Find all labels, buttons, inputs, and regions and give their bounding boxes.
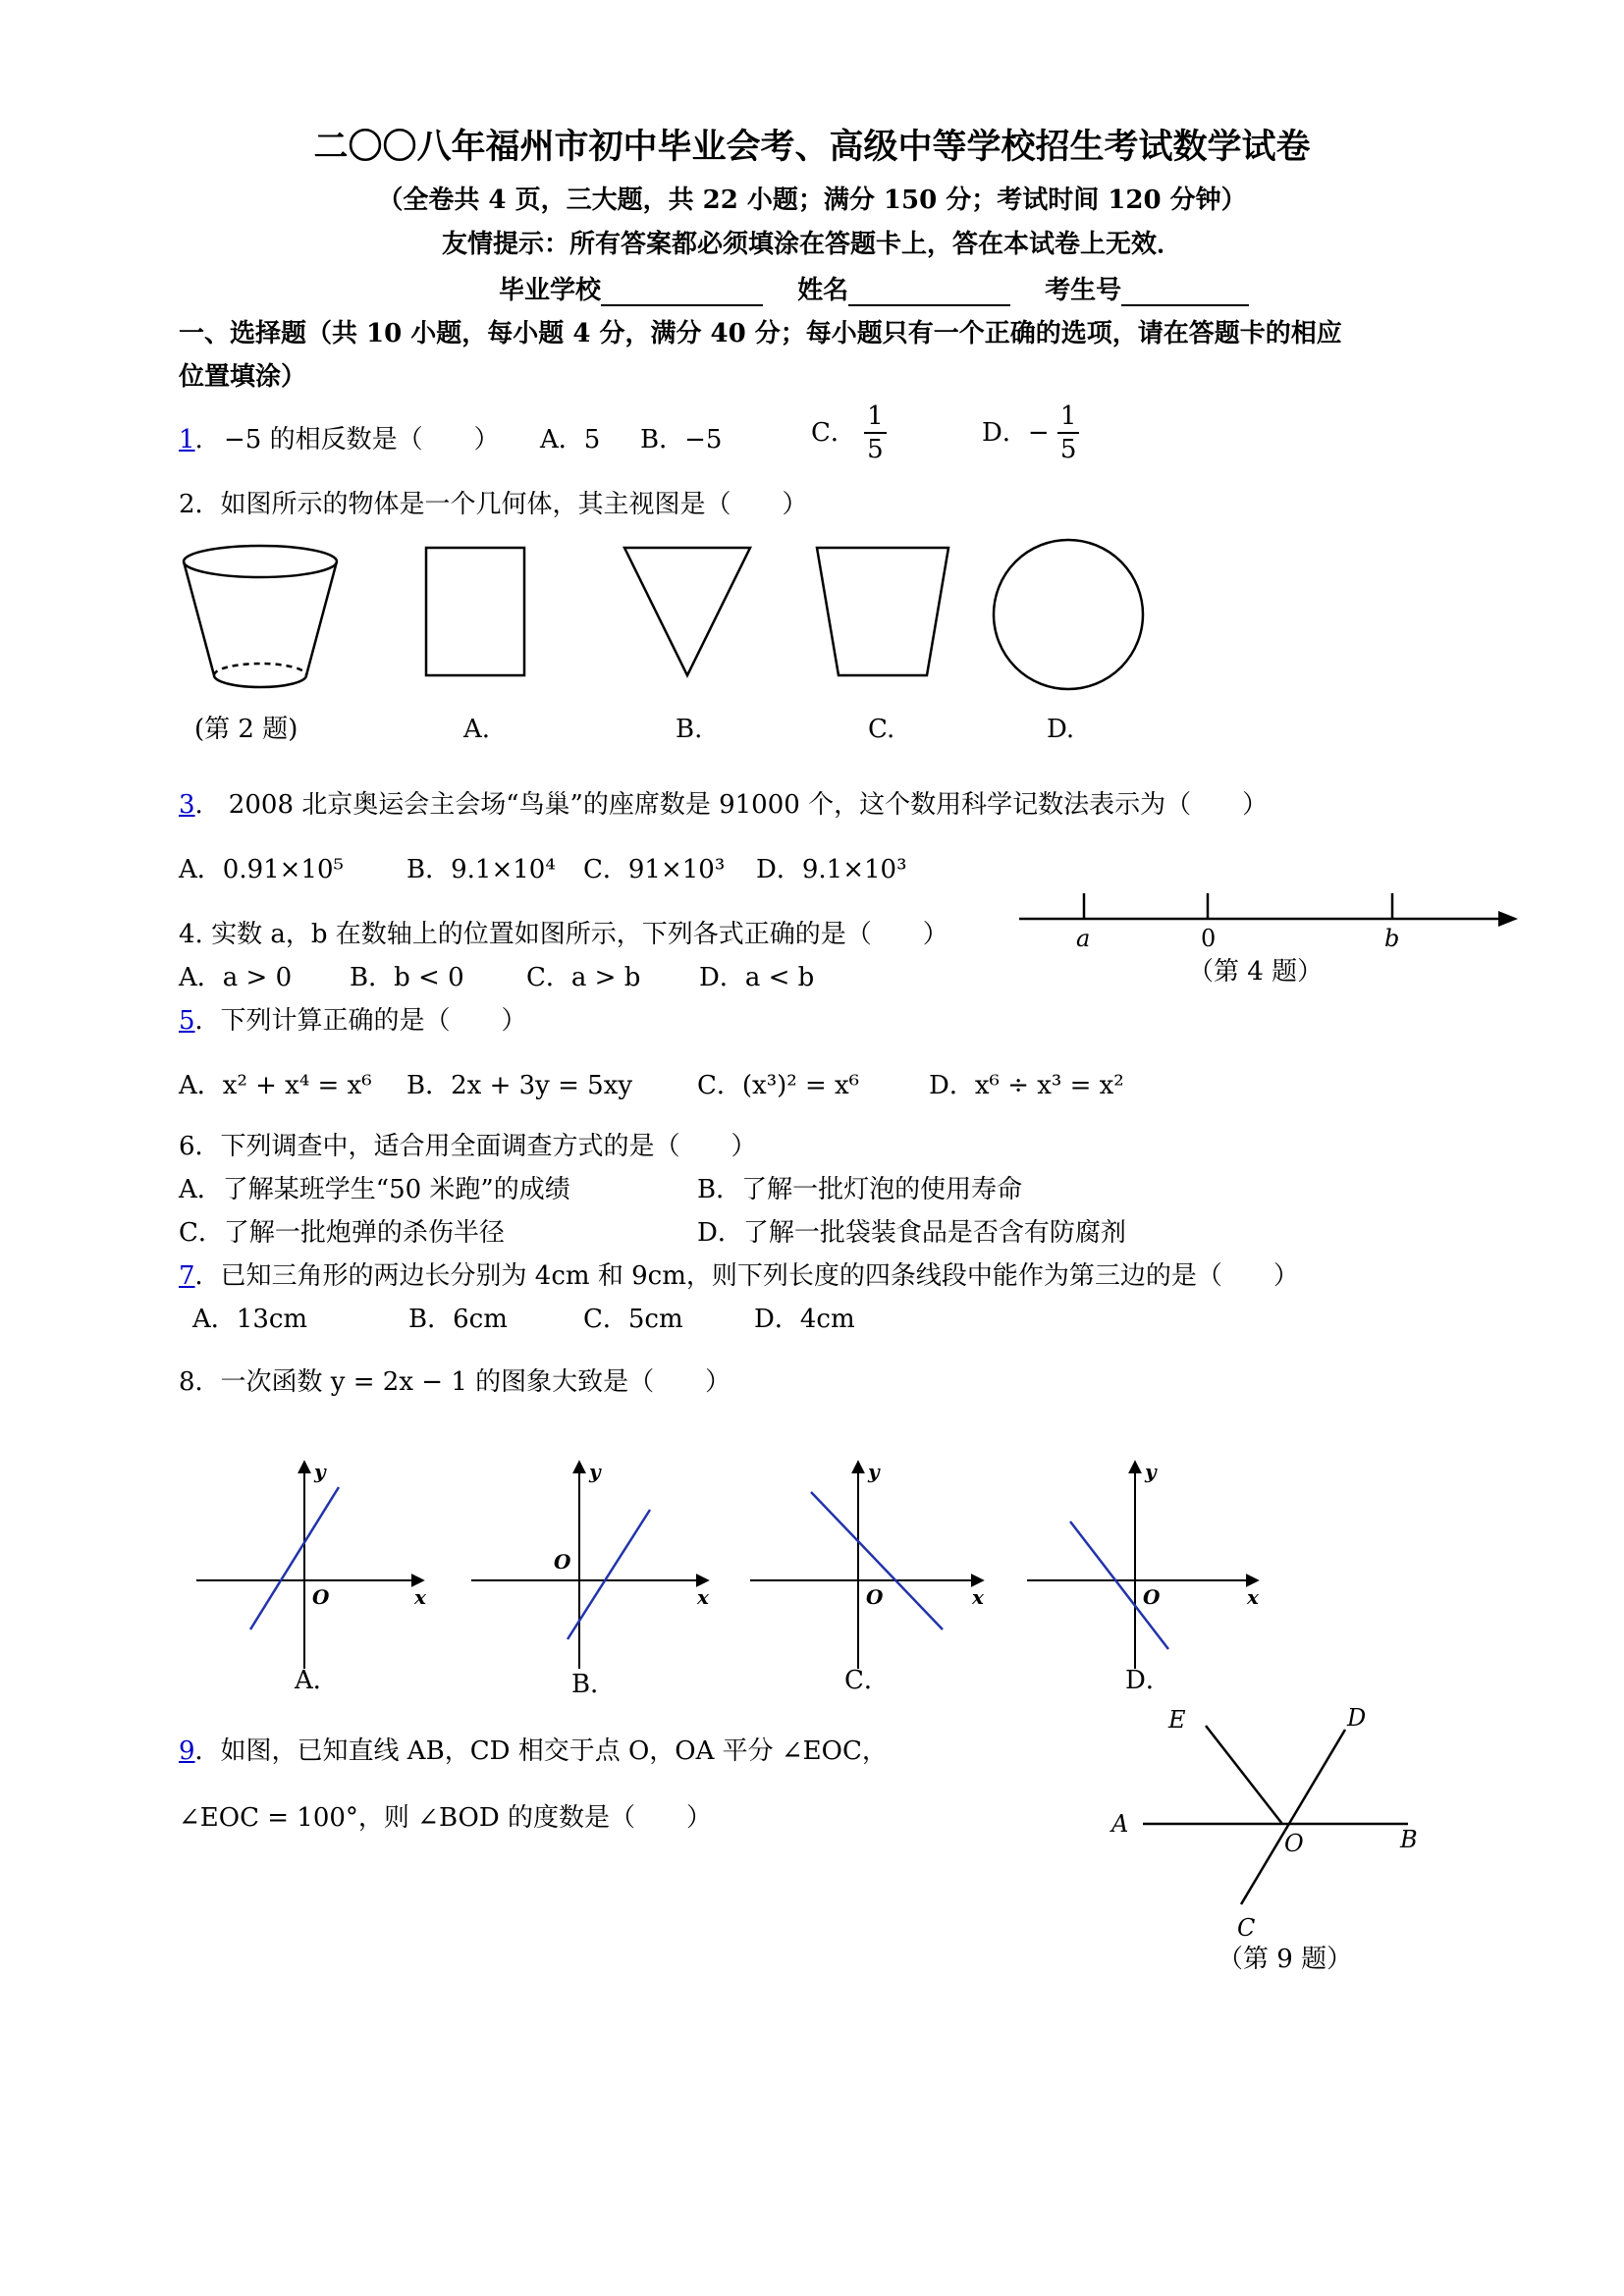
rectangle-option-a[interactable] [426,548,524,675]
svg-text:x: x [1247,1585,1259,1609]
q1-option-c[interactable]: C． $\frac{1}{5}$ [811,400,887,465]
q7-option-c[interactable]: C．5cm [583,1305,683,1334]
name-label: 姓名 [797,276,849,305]
q6-option-c[interactable]: C．了解一批炮弹的杀伤半径 [179,1218,505,1248]
q9-stem: 9．如图，已知直线 AB，CD 相交于点 O，OA 平分 ∠EOC， [179,1736,888,1766]
q7-number[interactable]: 7 [179,1261,195,1291]
fraction: $\frac{1}{5}$ [1057,400,1080,465]
q2-caption: (第 2 题) [194,715,298,744]
label-C: C [1237,1914,1256,1942]
q9-figure [1100,1698,1453,1953]
q9-caption: （第 9 题） [1218,1945,1353,1974]
q1-option-b[interactable]: B．−5 [640,425,723,454]
q3-option-c[interactable]: C．91×10³ [583,855,726,884]
svg-text:O: O [554,1550,571,1574]
name-blank[interactable] [848,279,1010,306]
q8-option-b[interactable]: B． [571,1670,617,1699]
school-label: 毕业学校 [499,276,602,305]
svg-text:O: O [1143,1585,1161,1609]
q5-option-c[interactable]: C．(x³)² = x⁶ [697,1071,860,1100]
q6-option-b[interactable]: B．了解一批灯泡的使用寿命 [697,1175,1023,1204]
q7-option-a[interactable]: A．13cm [192,1305,308,1334]
q3-option-a[interactable]: A．0.91×10⁵ [179,855,344,884]
q1-option-d[interactable]: D．− $\frac{1}{5}$ [982,400,1079,465]
label-E: E [1168,1706,1186,1734]
q1-number[interactable]: 1. [179,425,203,454]
q8-option-a[interactable]: A． [295,1666,339,1695]
q2-option-c[interactable]: C. [868,715,895,744]
svg-text:y: y [868,1460,880,1483]
q5-option-a[interactable]: A．x² + x⁴ = x⁶ [179,1071,372,1100]
svg-text:O: O [312,1585,330,1609]
fraction: $\frac{1}{5}$ [864,400,887,465]
triangle-option-b[interactable] [624,548,750,675]
q8-option-d[interactable]: D． [1125,1666,1171,1695]
q3-number[interactable]: 3 [179,790,195,820]
label-b: b [1384,925,1400,952]
section-heading: 一、选择题（共 10 小题，每小题 4 分，满分 40 分；每小题只有一个正确的选项，请在答题卡的相应 [179,319,1342,348]
q2-option-a[interactable]: A. [463,715,491,744]
q2-stem: 2．如图所示的物体是一个几何体，其主视图是（ ） [179,490,808,519]
label-zero: 0 [1201,925,1217,952]
label-B: B [1400,1826,1418,1853]
q9-number[interactable]: 9 [179,1736,195,1766]
q2-figures [167,538,1168,705]
q7-option-d[interactable]: D．4cm [754,1305,855,1334]
svg-text:y: y [589,1460,601,1483]
q3-option-b[interactable]: B．9.1×10⁴ [406,855,556,884]
q4-option-a[interactable]: A．a > 0 [179,963,293,992]
q4-caption: （第 4 题） [1188,957,1324,987]
q5-option-b[interactable]: B．2x + 3y = 5xy [406,1071,633,1100]
graph-a[interactable] [196,1460,427,1669]
q6-option-a[interactable]: A．了解某班学生“50 米跑”的成绩 [179,1175,570,1204]
q2-option-b[interactable]: B. [676,715,703,744]
label-A: A [1111,1810,1129,1838]
school-blank[interactable] [601,279,763,306]
svg-text:y: y [314,1460,326,1483]
exam-no-label: 考生号 [1045,276,1122,305]
q4-option-b[interactable]: B．b < 0 [350,963,464,992]
graph-c[interactable] [750,1460,985,1669]
svg-text:x: x [697,1585,709,1609]
q4-option-c[interactable]: C．a > b [526,963,641,992]
friendly-tip: 友情提示：所有答案都必须填涂在答题卡上，答在本试卷上无效． [441,230,1182,259]
exam-info: （全卷共 4 页，三大题，共 22 小题；满分 150 分；考试时间 120 分钟） [377,186,1247,215]
q7-option-b[interactable]: B．6cm [408,1305,508,1334]
q1-option-a[interactable]: A．5 [540,425,601,454]
q6-option-d[interactable]: D．了解一批袋装食品是否含有防腐剂 [697,1218,1126,1248]
q8-option-c[interactable]: C． [844,1666,890,1695]
candidate-fields [499,275,1249,306]
q9-stem-cont: ∠EOC = 100°，则 ∠BOD 的度数是（ ） [179,1803,712,1833]
circle-option-d[interactable] [994,540,1143,689]
svg-text:y: y [1145,1460,1157,1483]
q7-stem: 7．已知三角形的两边长分别为 4cm 和 9cm，则下列长度的四条线段中能作为第三边的是（ ） [179,1261,1299,1291]
q2-option-d[interactable]: D. [1047,715,1075,744]
q5-option-d[interactable]: D．x⁶ ÷ x³ = x² [929,1071,1124,1100]
q1-stem: −5 的相反数是（ ） [224,425,500,454]
q4-option-d[interactable]: D．a < b [699,963,815,992]
label-D: D [1347,1704,1367,1732]
q8-stem: 8．一次函数 y = 2x − 1 的图象大致是（ ） [179,1367,731,1397]
q5-number[interactable]: 5 [179,1006,195,1036]
cup-solid-figure [184,546,337,687]
section-heading-cont: 位置填涂） [179,362,307,392]
page-title: 二〇〇八年福州市初中毕业会考、高级中等学校招生考试数学试卷 [313,127,1311,167]
svg-text:x: x [414,1585,426,1609]
q3-stem: 3. 2008 北京奥运会主会场“鸟巢”的座席数是 91000 个，这个数用科学记数法表示为（ ） [179,790,1269,820]
q3-option-d[interactable]: D．9.1×10³ [756,855,907,884]
q8-graphs [187,1443,1286,1669]
label-O: O [1284,1830,1304,1857]
svg-text:x: x [972,1585,984,1609]
graph-b[interactable] [471,1460,710,1669]
svg-text:O: O [866,1585,884,1609]
q4-number-line [1011,883,1532,952]
exam-no-blank[interactable] [1121,279,1249,306]
arrow-right-icon [1498,911,1518,927]
q4-stem: 4. 实数 a，b 在数轴上的位置如图所示，下列各式正确的是（ ） [179,920,948,949]
trapezoid-option-c[interactable] [817,548,948,675]
label-a: a [1076,925,1091,952]
q5-stem: 5．下列计算正确的是（ ） [179,1006,527,1036]
q6-stem: 6．下列调查中，适合用全面调查方式的是（ ） [179,1132,757,1161]
graph-d[interactable] [1027,1460,1260,1669]
